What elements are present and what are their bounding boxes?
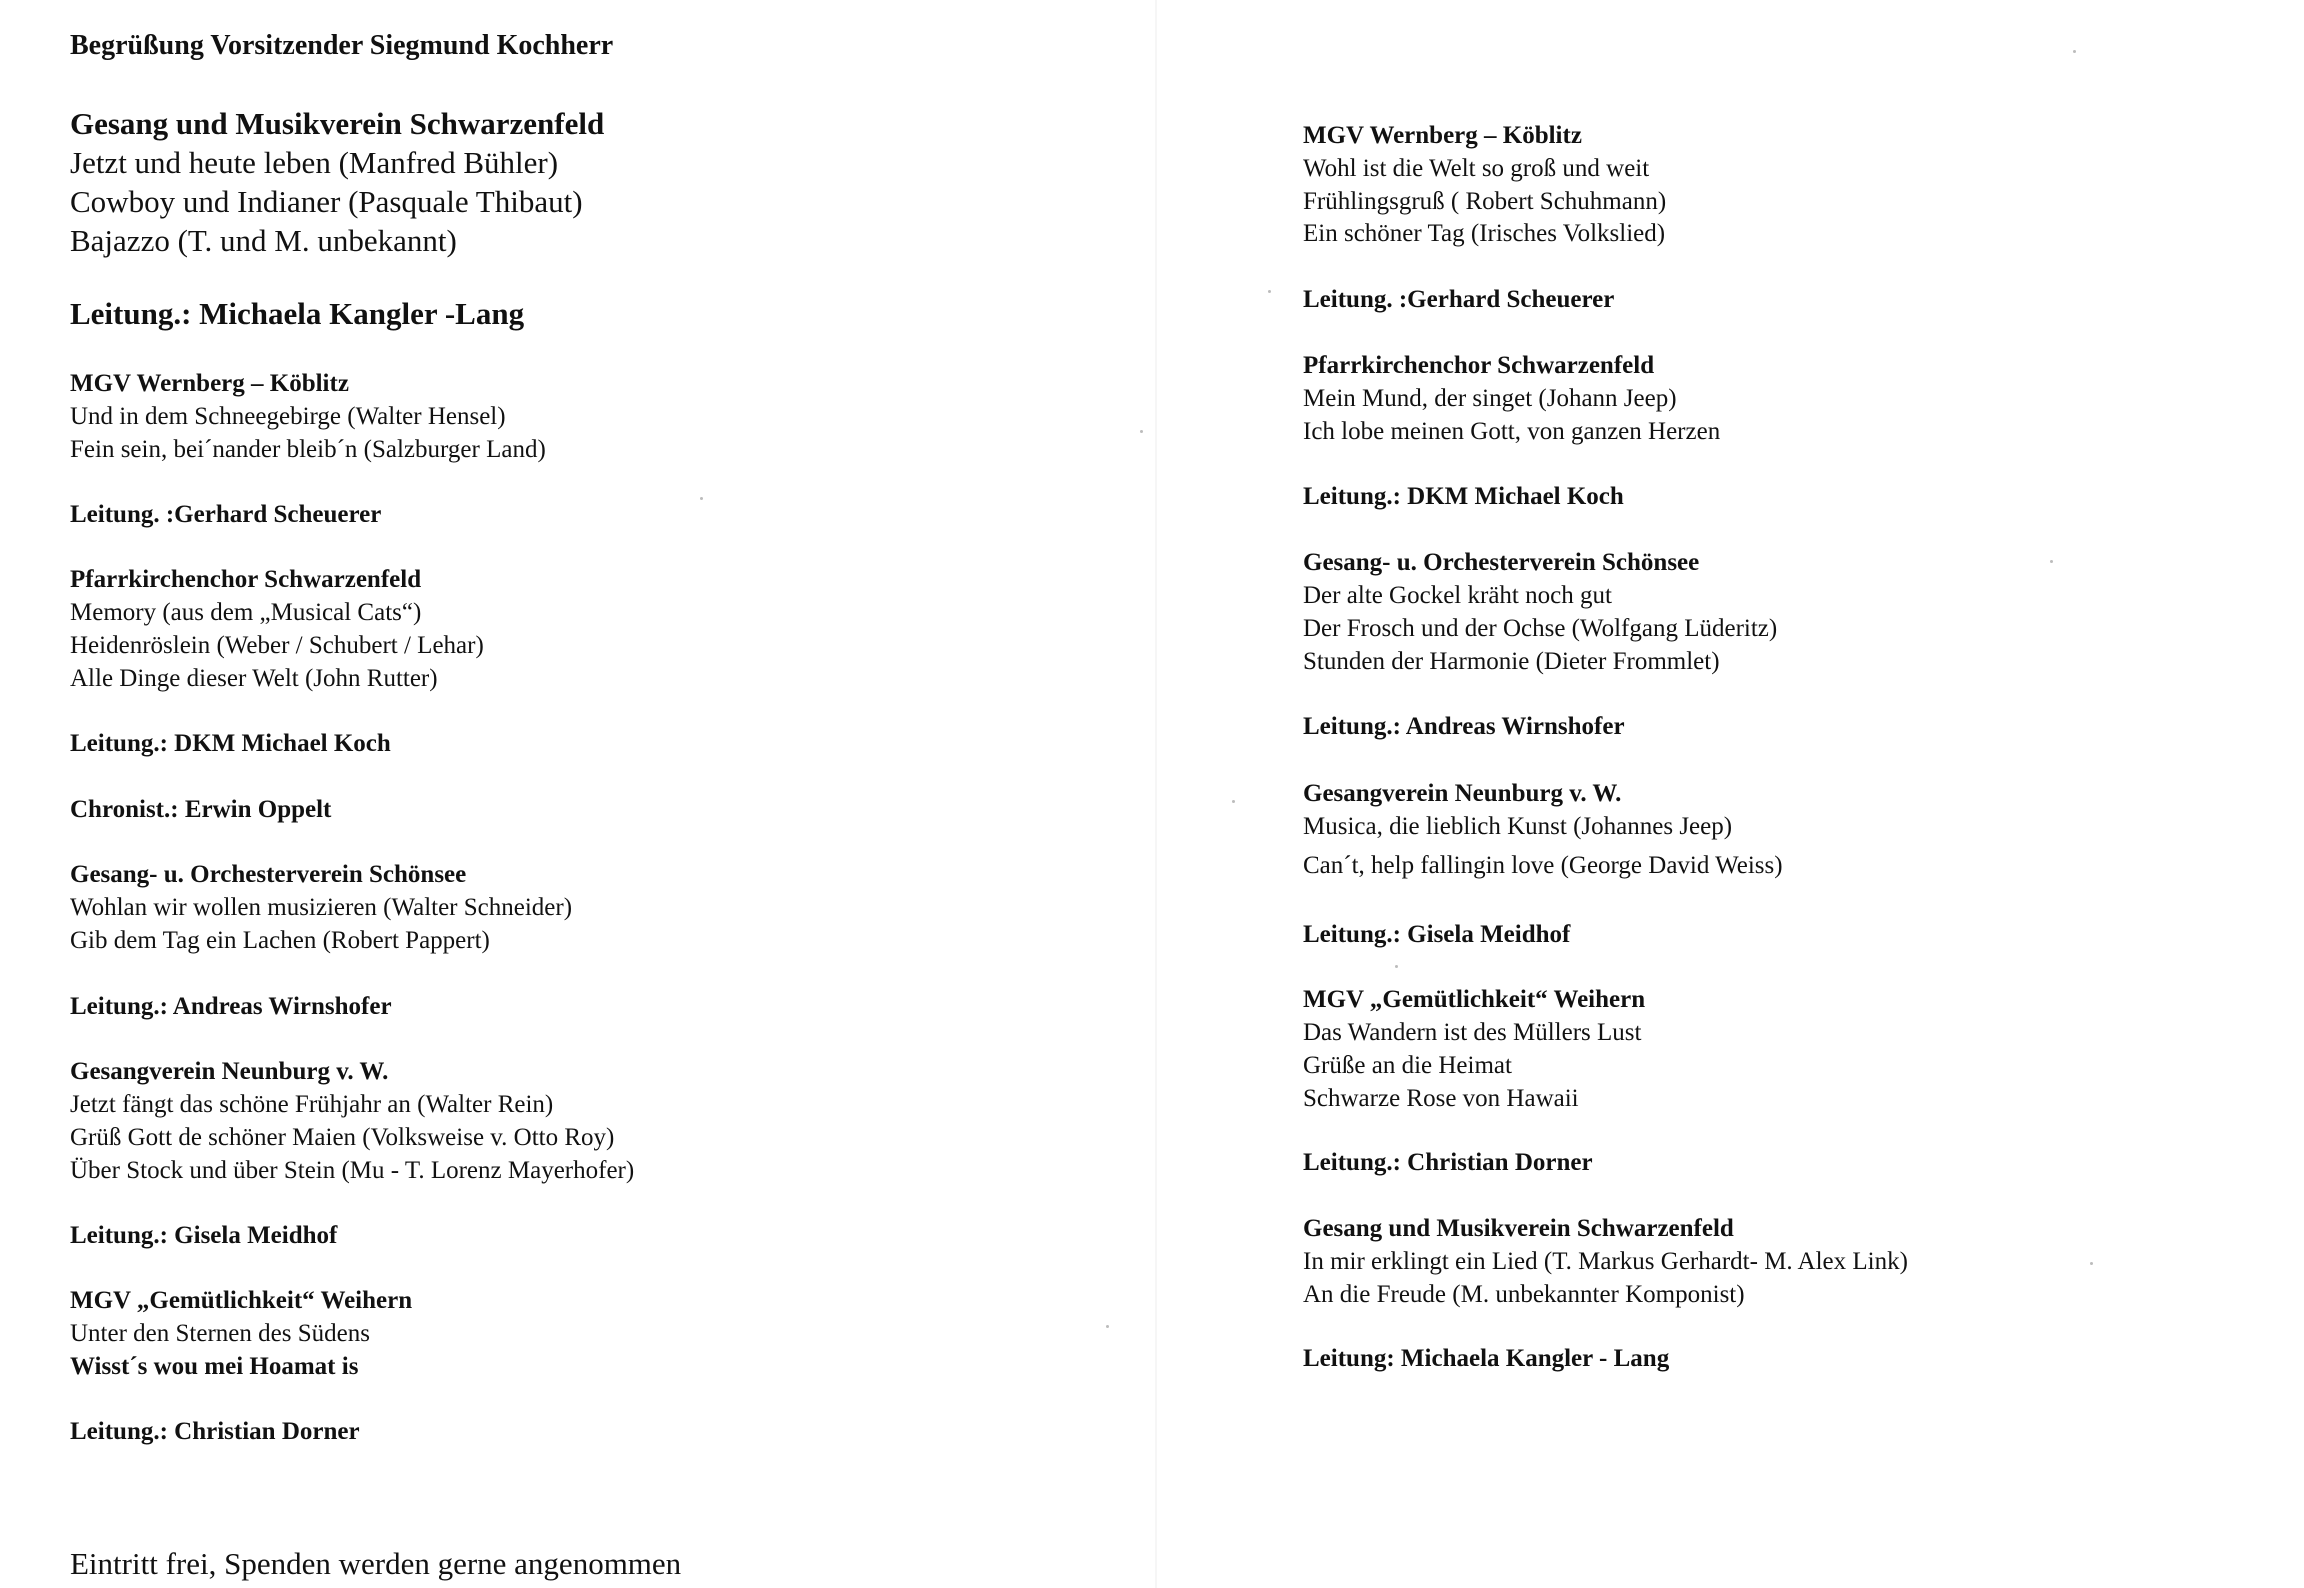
song-item: Cowboy und Indianer (Pasquale Thibaut)	[70, 184, 583, 219]
song-item: Jetzt und heute leben (Manfred Bühler)	[70, 145, 559, 180]
song-item: Memory (aus dem „Musical Cats“)	[70, 599, 422, 626]
group-heading: MGV Wernberg – Köblitz	[70, 370, 349, 397]
group-heading: MGV „Gemütlichkeit“ Weihern	[1303, 986, 1646, 1013]
scan-speck	[1395, 965, 1398, 968]
chronist-line: Chronist.: Erwin Oppelt	[70, 796, 332, 823]
conductor-line: Leitung: Michaela Kangler - Lang	[1303, 1345, 1670, 1372]
song-item: Can´t, help fallingin love (George David Weiss)	[1303, 852, 1783, 879]
song-item: Alle Dinge dieser Welt (John Rutter)	[70, 665, 438, 692]
song-item: Stunden der Harmonie (Dieter Frommlet)	[1303, 648, 1720, 675]
song-item: Der alte Gockel kräht noch gut	[1303, 582, 1612, 609]
conductor-line: Leitung.: Michaela Kangler -Lang	[70, 296, 525, 331]
group-heading: Gesang und Musikverein Schwarzenfeld	[1303, 1215, 1734, 1242]
group-heading: Gesang- u. Orchesterverein Schönsee	[70, 861, 467, 888]
song-item: Gib dem Tag ein Lachen (Robert Pappert)	[70, 927, 490, 954]
scan-speck	[1106, 1325, 1109, 1328]
conductor-line: Leitung. :Gerhard Scheuerer	[70, 501, 382, 528]
group-heading: MGV „Gemütlichkeit“ Weihern	[70, 1287, 413, 1314]
conductor-line: Leitung.: Andreas Wirnshofer	[70, 993, 392, 1020]
song-item: Wohlan wir wollen musizieren (Walter Schneider)	[70, 894, 573, 921]
scan-speck	[2090, 1262, 2093, 1265]
song-item: Jetzt fängt das schöne Frühjahr an (Walter Rein)	[70, 1091, 554, 1118]
scan-speck	[1140, 430, 1143, 433]
group-heading: Gesangverein Neunburg v. W.	[1303, 780, 1622, 807]
scan-speck	[2073, 50, 2076, 53]
song-item: Der Frosch und der Ochse (Wolfgang Lüderitz)	[1303, 615, 1778, 642]
conductor-line: Leitung.: DKM Michael Koch	[70, 730, 391, 757]
conductor-line: Leitung.: DKM Michael Koch	[1303, 483, 1624, 510]
song-item: Grüße an die Heimat	[1303, 1052, 1512, 1079]
song-item: Wisst´s wou mei Hoamat is	[70, 1353, 359, 1380]
group-heading: Gesang- u. Orchesterverein Schönsee	[1303, 549, 1700, 576]
song-item: Unter den Sternen des Südens	[70, 1320, 370, 1347]
song-item: Wohl ist die Welt so groß und weit	[1303, 155, 1650, 182]
song-item: Frühlingsgruß ( Robert Schuhmann)	[1303, 188, 1667, 215]
group-heading: Pfarrkirchenchor Schwarzenfeld	[70, 566, 422, 593]
song-item: Mein Mund, der singet (Johann Jeep)	[1303, 385, 1677, 412]
scan-speck	[1268, 290, 1271, 293]
song-item: Und in dem Schneegebirge (Walter Hensel)	[70, 403, 506, 430]
greeting-line: Begrüßung Vorsitzender Siegmund Kochherr	[70, 30, 614, 61]
conductor-line: Leitung.: Gisela Meidhof	[70, 1222, 338, 1249]
page-fold	[1155, 0, 1157, 1588]
song-item: Das Wandern ist des Müllers Lust	[1303, 1019, 1642, 1046]
song-item: Grüß Gott de schöner Maien (Volksweise v. Otto Roy)	[70, 1124, 615, 1151]
song-item: Musica, die lieblich Kunst (Johannes Jeep)	[1303, 813, 1733, 840]
scan-speck	[700, 497, 703, 500]
group-heading: Pfarrkirchenchor Schwarzenfeld	[1303, 352, 1655, 379]
group-heading: Gesang und Musikverein Schwarzenfeld	[70, 106, 605, 141]
group-heading: MGV Wernberg – Köblitz	[1303, 122, 1582, 149]
song-item: Ein schöner Tag (Irisches Volkslied)	[1303, 220, 1666, 247]
admission-note: Eintritt frei, Spenden werden gerne angenommen	[70, 1546, 682, 1581]
song-item: Fein sein, bei´nander bleib´n (Salzburger Land)	[70, 436, 546, 463]
conductor-line: Leitung.: Christian Dorner	[1303, 1149, 1593, 1176]
conductor-line: Leitung.: Christian Dorner	[70, 1418, 360, 1445]
song-item: Ich lobe meinen Gott, von ganzen Herzen	[1303, 418, 1721, 445]
conductor-line: Leitung.: Gisela Meidhof	[1303, 921, 1571, 948]
song-item: Heidenröslein (Weber / Schubert / Lehar)	[70, 632, 484, 659]
group-heading: Gesangverein Neunburg v. W.	[70, 1058, 389, 1085]
song-item: Über Stock und über Stein (Mu - T. Lorenz Mayerhofer)	[70, 1157, 635, 1184]
song-item: An die Freude (M. unbekannter Komponist)	[1303, 1281, 1745, 1308]
song-item: Bajazzo (T. und M. unbekannt)	[70, 223, 457, 258]
conductor-line: Leitung.: Andreas Wirnshofer	[1303, 713, 1625, 740]
scan-speck	[1232, 800, 1235, 803]
conductor-line: Leitung. :Gerhard Scheuerer	[1303, 286, 1615, 313]
song-item: In mir erklingt ein Lied (T. Markus Gerhardt- M. Alex Link)	[1303, 1248, 1908, 1275]
song-item: Schwarze Rose von Hawaii	[1303, 1085, 1579, 1112]
scan-speck	[2050, 560, 2053, 563]
